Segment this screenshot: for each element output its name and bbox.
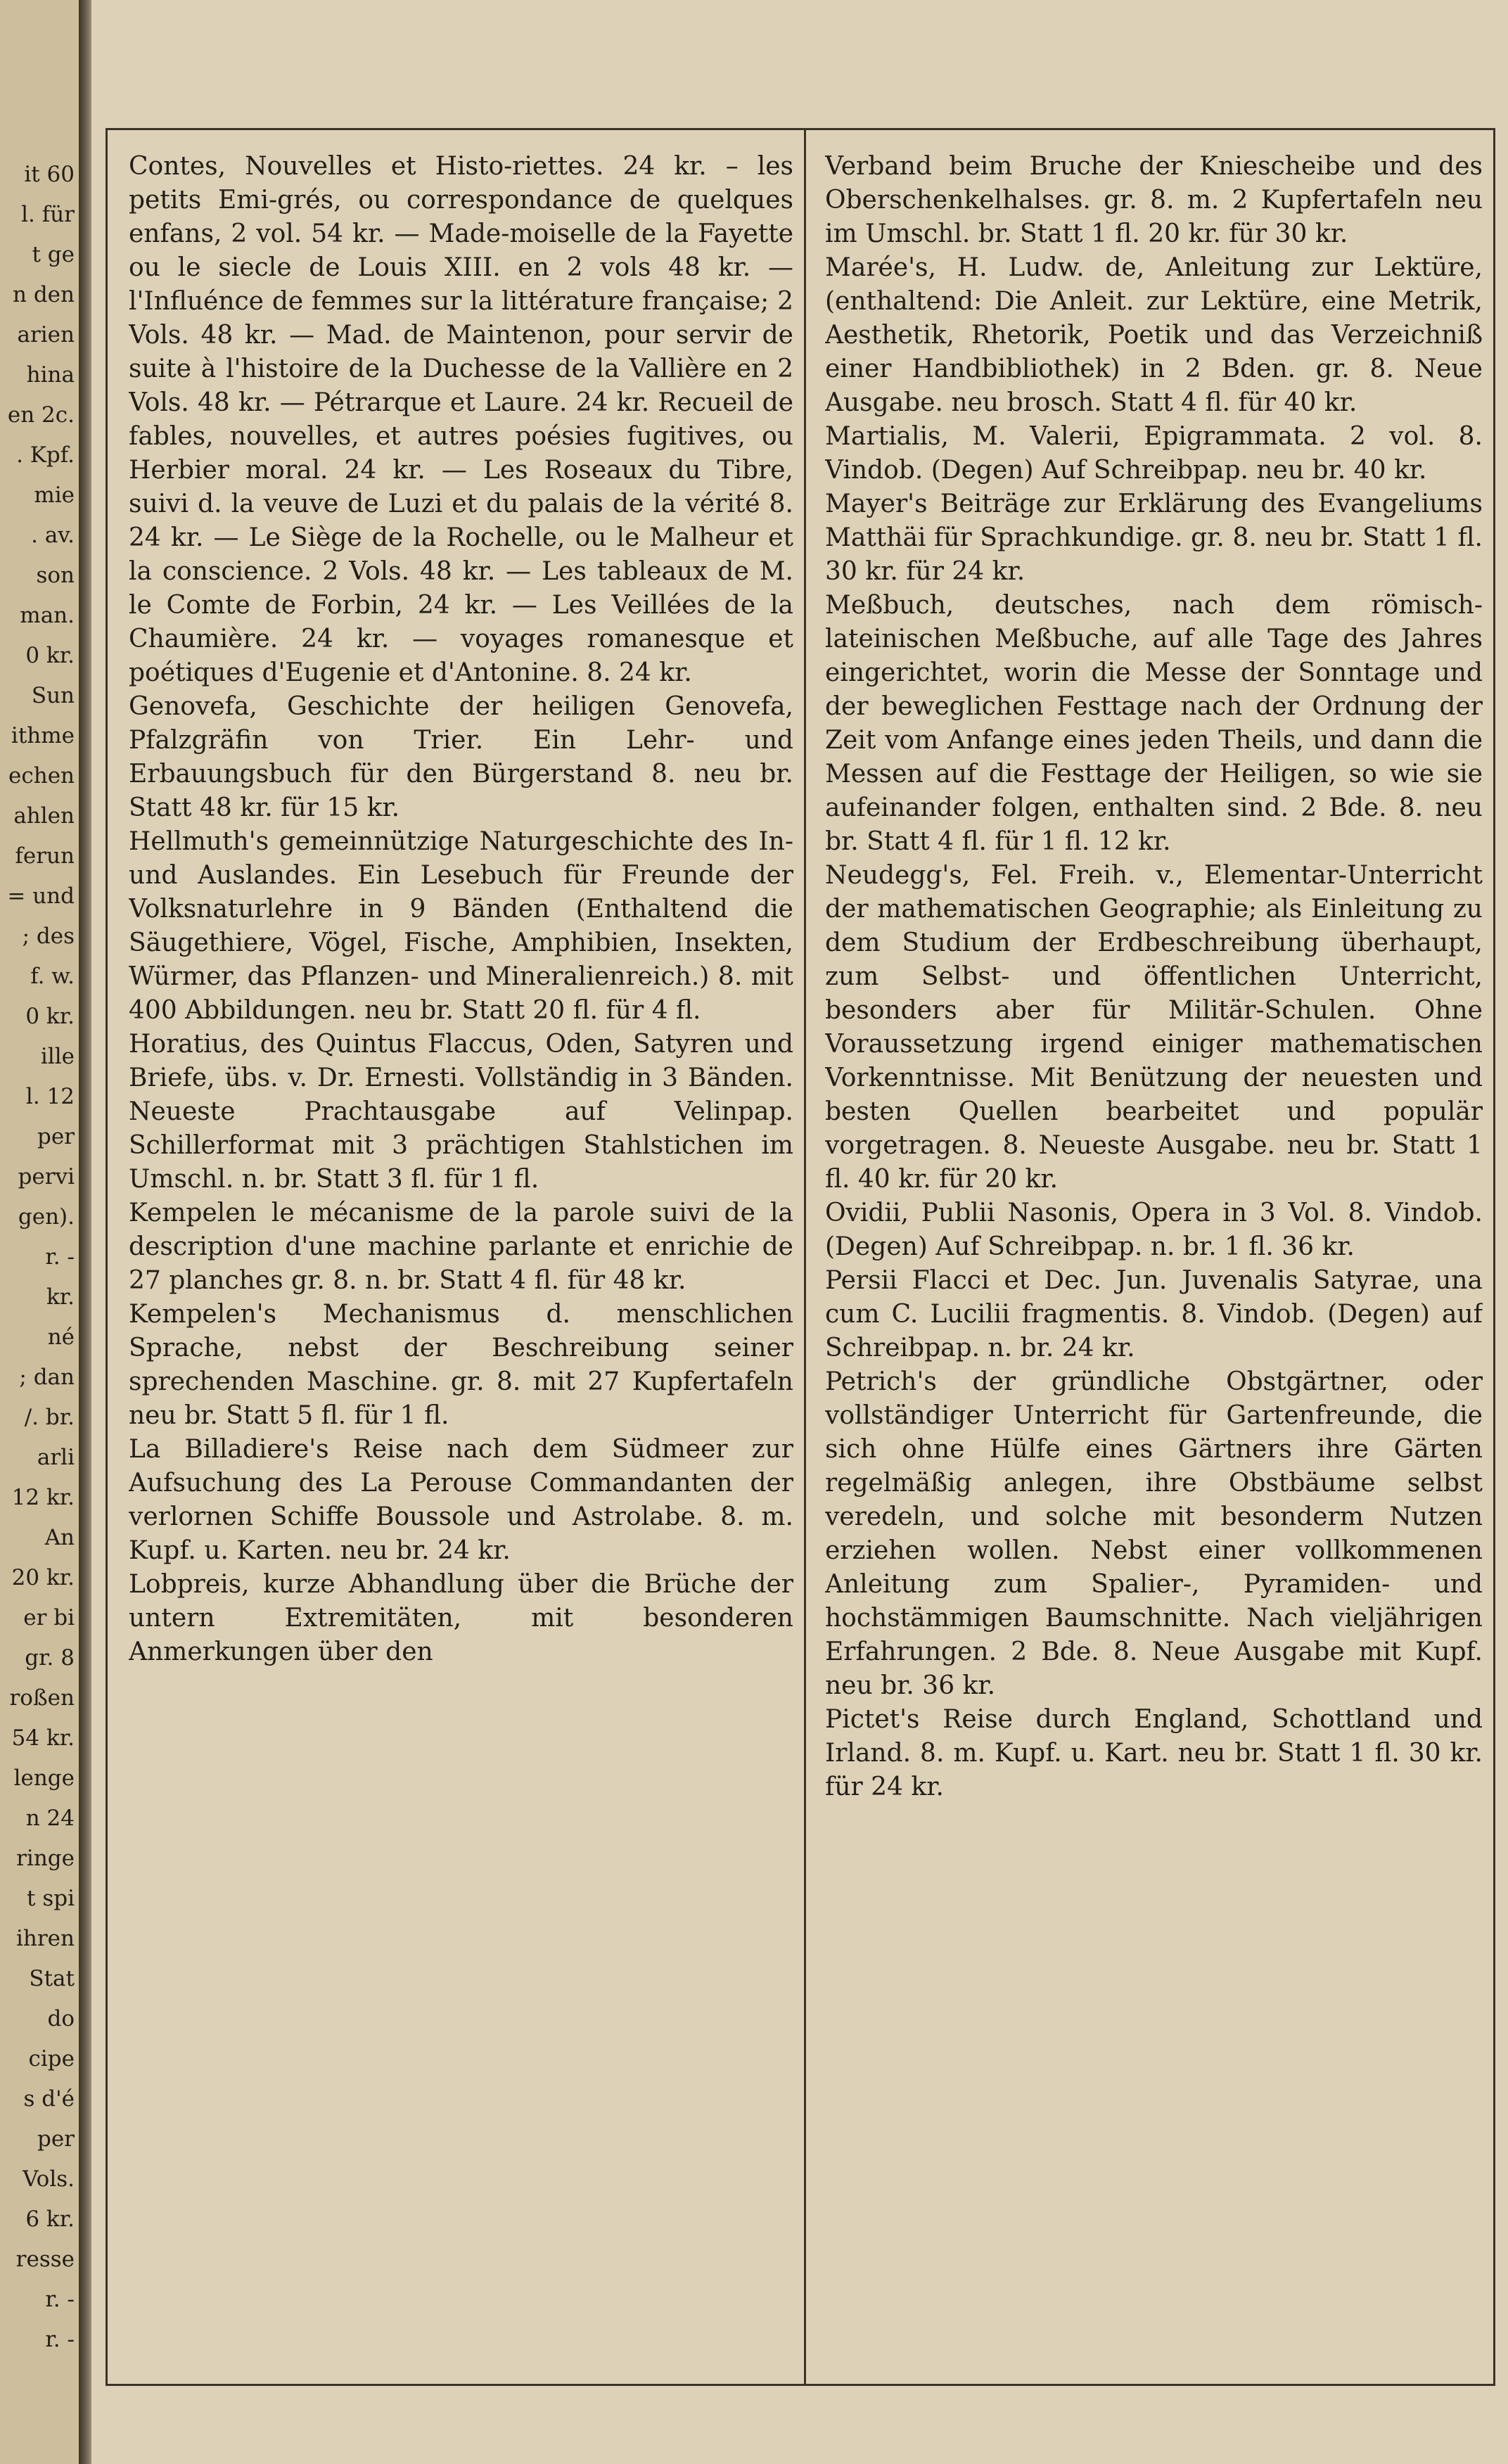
catalog-entry: Horatius, des Quintus Flaccus, Oden, Satyren und Briefe, übs. v. Dr. Ernesti. Vollständig in 3 Bänden. Neueste Prachtausgabe auf Velinpap. Schillerformat mit 3 prächtigen Stahlstichen im Umschl. n. br. Statt 3 fl. für 1 fl.	[129, 1030, 793, 1194]
left-column	[129, 150, 793, 2366]
previous-page-fragment: echen	[8, 763, 75, 789]
previous-page-fragment: né	[47, 1324, 75, 1350]
previous-page-fragment: ; des	[22, 924, 75, 949]
previous-page-fragment: cipe	[28, 2046, 75, 2072]
previous-page-fragment: ille	[40, 1044, 75, 1069]
previous-page-fragment: An	[44, 1525, 75, 1550]
catalog-entry: Hellmuth's gemeinnützige Naturgeschichte des In- und Auslandes. Ein Lesebuch für Freunde der Volksnaturlehre in 9 Bänden (Enthaltend die Säugethiere, Vögel, Fische, Amphibien, Insekten, Würmer, das Pflanzen- und Mineralienreich.) 8. mit 400 Abbildungen. neu br. Statt 20 fl. für 4 fl.	[129, 827, 793, 1025]
previous-page-fragment: . av.	[31, 523, 75, 548]
previous-page-fragment: l. für	[21, 202, 75, 227]
catalog-entry: Persii Flacci et Dec. Jun. Juvenalis Satyrae, una cum C. Lucilii fragmentis. 8. Vindob. (Degen) auf Schreibpap. n. br. 24 kr.	[825, 1266, 1483, 1362]
previous-page-fragment: pervi	[18, 1164, 75, 1189]
previous-page-fragment: roßen	[9, 1685, 75, 1711]
catalog-entry: Kempelen le mécanisme de la parole suivi de la description d'une machine parlante et enrichie de 27 planches gr. 8. n. br. Statt 4 fl. für 48 kr.	[129, 1199, 793, 1295]
catalog-entry: Martialis, M. Valerii, Epigrammata. 2 vol. 8. Vindob. (Degen) Auf Schreibpap. neu br. 40 kr.	[825, 422, 1483, 485]
previous-page-fragment: ithme	[11, 723, 75, 748]
previous-page-fragment: 20 kr.	[11, 1565, 75, 1590]
previous-page-fragment: r. -	[45, 1244, 75, 1270]
previous-page-fragment: Sun	[31, 683, 75, 708]
previous-page-fragment: l. 12	[25, 1084, 75, 1109]
previous-page-fragment: man.	[20, 603, 75, 628]
previous-page-fragment: per	[37, 2126, 75, 2152]
catalog-entry: La Billadiere's Reise nach dem Südmeer zur Aufsuchung des La Perouse Commandanten der verlornen Schiffe Boussole und Astrolabe. 8. m. Kupf. u. Karten. neu br. 24 kr.	[129, 1435, 793, 1565]
previous-page-fragment: per	[37, 1124, 75, 1149]
previous-page-fragment: n den	[13, 282, 75, 307]
catalog-entry: Pictet's Reise durch England, Schottland und Irland. 8. m. Kupf. u. Kart. neu br. Statt 1 fl. 30 kr. für 24 kr.	[825, 1705, 1483, 1801]
previous-page-fragment: 0 kr.	[25, 643, 75, 668]
book-gutter	[79, 0, 91, 2464]
catalog-entry: Genovefa, Geschichte der heiligen Genovefa, Pfalzgräfin von Trier. Ein Lehr- und Erbauungsbuch für den Bürgerstand 8. neu br. Statt 48 kr. für 15 kr.	[129, 692, 793, 822]
catalog-entry: Kempelen's Mechanismus d. menschlichen Sprache, nebst der Beschreibung seiner sprechenden Maschine. gr. 8. mit 27 Kupfertafeln neu br. Statt 5 fl. für 1 fl.	[129, 1300, 793, 1430]
previous-page-fragment: lenge	[13, 1766, 75, 1791]
catalog-entry: Ovidii, Publii Nasonis, Opera in 3 Vol. 8. Vindob. (Degen) Auf Schreibpap. n. br. 1 fl. 36 kr.	[825, 1199, 1483, 1261]
previous-page-fragment: 6 kr.	[25, 2207, 75, 2232]
previous-page-fragment: s d'é	[23, 2086, 75, 2112]
previous-page-fragment: ahlen	[13, 803, 75, 829]
previous-page-fragment: /. br.	[24, 1405, 75, 1430]
previous-page-fragment: do	[47, 2006, 75, 2031]
catalog-entry: Mayer's Beiträge zur Erklärung des Evangeliums Matthäi für Sprachkundige. gr. 8. neu br. Statt 1 fl. 30 kr. für 24 kr.	[825, 490, 1483, 586]
catalog-entry: Contes, Nouvelles et Histo-riettes. 24 kr. – les petits Emi-grés, ou correspondance de quelques enfans, 2 vol. 54 kr. — Made-moiselle de la Fayette ou le siecle de Louis XIII. en 2 vols 48 kr. — l'Influénce de femmes sur la littérature française; 2 Vols. 48 kr. — Mad. de Maintenon, pour servir de suite à l'histoire de la Duchesse de la Vallière en 2 Vols. 48 kr. — Pétrarque et Laure. 24 kr. Recueil de fables, nouvelles, et autres poésies fugitives, ou Herbier moral. 24 kr. — Les Roseaux du Tibre, suivi d. la veuve de Luzi et du palais de la vérité 8. 24 kr. — Le Siège de la Rochelle, ou le Malheur et la conscience. 2 Vols. 48 kr. — Les tableaux de M. le Comte de Forbin, 24 kr. — Les Veillées de la Chaumière. 24 kr. — voyages romanesque et poétiques d'Eugenie et d'Antonine. 8. 24 kr.	[129, 152, 793, 687]
column-rule	[804, 130, 806, 2384]
previous-page-fragment: son	[36, 563, 75, 588]
previous-page-fragment: r. -	[45, 2287, 75, 2312]
previous-page-fragment: r. -	[45, 2327, 75, 2352]
previous-page-fragment: = und	[7, 883, 75, 909]
previous-page-fragment: f. w.	[30, 964, 75, 989]
previous-page-fragment: arli	[37, 1445, 75, 1470]
previous-page-fragment: it 60	[24, 162, 75, 187]
previous-page-fragment: 12 kr.	[11, 1485, 75, 1510]
previous-page-fragment: ; dan	[19, 1365, 75, 1390]
catalog-entry: Neudegg's, Fel. Freih. v., Elementar-Unterricht der mathematischen Geographie; als Einleitung zu dem Studium der Erdbeschreibung überhaupt, zum Selbst- und öffentlichen Unterricht, besonders aber für Militär-Schulen. Ohne Voraussetzung irgend einiger mathematischen Vorkenntnisse. Mit Benützung der neuesten und besten Quellen bearbeitet und populär vorgetragen. 8. Neueste Ausgabe. neu br. Statt 1 fl. 40 kr. für 20 kr.	[825, 861, 1483, 1194]
previous-page-fragment: gr. 8	[25, 1645, 75, 1671]
catalog-entry: Lobpreis, kurze Abhandlung über die Brüche der untern Extremitäten, mit besonderen Anmerkungen über den	[129, 1570, 793, 1666]
previous-page-fragment: ferun	[15, 843, 75, 869]
previous-page-fragment: Vols.	[23, 2166, 75, 2192]
previous-page-fragment: n 24	[25, 1806, 75, 1831]
catalog-entry: Marée's, H. Ludw. de, Anleitung zur Lektüre, (enthaltend: Die Anleit. zur Lektüre, eine Metrik, Aesthetik, Rhetorik, Poetik und das Verzeichniß einer Handbibliothek) in 2 Bden. gr. 8. Neue Ausgabe. neu brosch. Statt 4 fl. für 40 kr.	[825, 253, 1483, 417]
previous-page-fragment: t ge	[32, 242, 75, 267]
catalog-entry: Petrich's der gründliche Obstgärtner, oder vollständiger Unterricht für Gartenfreunde, die sich ohne Hülfe eines Gärtners ihre Gärten regelmäßig anlegen, ihre Obstbäume selbst veredeln, und solche mit besonderm Nutzen erziehen wollen. Nebst einer vollkommenen Anleitung zum Spalier-, Pyramiden- und hochstämmigen Baumschnitte. Nach vieljährigen Erfahrungen. 2 Bde. 8. Neue Ausgabe mit Kupf. neu br. 36 kr.	[825, 1367, 1483, 1700]
previous-page-fragment: resse	[15, 2247, 75, 2272]
previous-page-fragment: . Kpf.	[16, 442, 75, 468]
previous-page-fragment: arien	[17, 322, 75, 347]
page-frame	[106, 128, 1495, 2386]
right-column	[825, 150, 1483, 2366]
previous-page-fragment: mie	[34, 483, 75, 508]
catalog-page	[91, 0, 1508, 2464]
previous-page-fragment: ringe	[16, 1846, 75, 1871]
catalog-entry: Meßbuch, deutsches, nach dem römisch-lateinischen Meßbuche, auf alle Tage des Jahres eingerichtet, worin die Messe der Sonntage und der beweglichen Festtage nach der Ordnung der Zeit vom Anfange eines jeden Theils, und dann die Messen auf die Festtage der Heiligen, so wie sie aufeinander folgen, enthalten sind. 2 Bde. 8. neu br. Statt 4 fl. für 1 fl. 12 kr.	[825, 591, 1483, 856]
previous-page-fragment: ihren	[15, 1926, 75, 1951]
previous-page-fragment: t spi	[27, 1886, 75, 1911]
previous-page-fragment: kr.	[46, 1284, 75, 1310]
previous-page-fragment: 54 kr.	[11, 1725, 75, 1751]
previous-page-fragment: 0 kr.	[25, 1004, 75, 1029]
previous-page-fragment: en 2c.	[7, 402, 75, 428]
previous-page-fragment: Stat	[29, 1966, 75, 1991]
previous-page-fragment: hina	[26, 362, 75, 388]
previous-page-edge	[0, 0, 81, 2464]
previous-page-fragment: er bi	[23, 1605, 75, 1630]
catalog-entry: Verband beim Bruche der Kniescheibe und des Oberschenkelhalses. gr. 8. m. 2 Kupfertafeln neu im Umschl. br. Statt 1 fl. 20 kr. für 30 kr.	[825, 152, 1483, 248]
previous-page-fragment: gen).	[18, 1204, 75, 1230]
